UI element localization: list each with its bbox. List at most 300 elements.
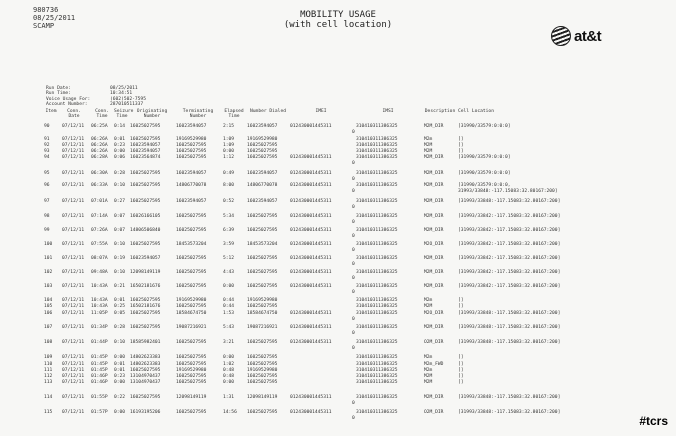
- cell-cell: [31993/33842:-117.15083:32.80167:200]: [458, 270, 561, 275]
- cell-desc: M2M: [424, 380, 433, 385]
- cell-conn-date: 07/12/11: [62, 256, 85, 261]
- cell-term: 16025027595: [176, 149, 207, 154]
- cell-cell: []: [458, 368, 464, 373]
- column-header-elapsed: Elapsed Time: [224, 109, 244, 120]
- cell-conn-date: 07/12/11: [62, 380, 85, 385]
- cell-imei: 012430001445311: [290, 270, 332, 275]
- cell-desc: M2m: [424, 298, 433, 303]
- cell-imsi: 310410311386325: [356, 410, 398, 415]
- logo-text: at&t: [574, 27, 602, 45]
- cell-orig: 16025027595: [130, 325, 161, 330]
- cell-term: 16023594057: [176, 199, 207, 204]
- cell-seizure: 0:01: [114, 137, 126, 142]
- account-number: Account Number: 287010511337: [46, 102, 144, 108]
- cell-orig: 18585982401: [130, 340, 161, 345]
- cell-elapsed: 14:56: [223, 410, 237, 415]
- cell-desc: M2M_DIR: [424, 171, 444, 176]
- cell-seizure: 0:07: [114, 214, 126, 219]
- cell-imsi: 310410311386325: [356, 256, 398, 261]
- cell-orig: 16023594057: [130, 256, 161, 261]
- cell-imsi: 310410311386325: [356, 298, 398, 303]
- cell-dialed: 16023594057: [247, 171, 278, 176]
- cell-term: 14806770078: [176, 183, 207, 188]
- column-header-imei: IMEI: [315, 109, 327, 114]
- cell-cell: [31993/33842:-117.15083:32.80167:200]: [458, 284, 561, 289]
- cell-location-cont: 31993/33848:-117.15083:32.80167:200]: [458, 188, 558, 194]
- cell-conn-date: 07/12/11: [62, 368, 85, 373]
- cell-imei-suffix: 0: [352, 330, 355, 336]
- cell-seizure: 0:23: [114, 374, 126, 379]
- cell-cell: []: [458, 362, 464, 367]
- cell-imei: 012430001445311: [290, 340, 332, 345]
- cell-orig: 14806506840: [130, 228, 161, 233]
- cell-desc: M2M: [424, 374, 433, 379]
- cell-orig: 12098149119: [130, 270, 161, 275]
- cell-orig: 13104970437: [130, 380, 161, 385]
- cell-conn-date: 07/12/11: [62, 311, 85, 316]
- cell-elapsed: 0:48: [223, 374, 235, 379]
- cell-imsi: 310410311386325: [356, 311, 398, 316]
- cell-item: 111: [44, 368, 53, 373]
- cell-term: 16025027595: [176, 256, 207, 261]
- cell-dialed: 16025027595: [247, 155, 278, 160]
- cell-imei: 012430001445311: [290, 325, 332, 330]
- cell-conn-date: 07/12/11: [62, 124, 85, 129]
- cell-item: 115: [44, 410, 53, 415]
- cell-orig: 16023594057: [130, 143, 161, 148]
- cell-orig: 16023594057: [130, 149, 161, 154]
- cell-imei: 012430001445311: [290, 214, 332, 219]
- cell-elapsed: 1:31: [223, 395, 235, 400]
- cell-dialed: 16025027595: [247, 149, 278, 154]
- cell-desc: M2M_DIR: [424, 284, 444, 289]
- cell-imei-suffix: 0: [352, 204, 355, 210]
- cell-term: 16025027595: [176, 362, 207, 367]
- cell-conn-date: 07/12/11: [62, 199, 85, 204]
- cell-term: 16025027595: [176, 155, 207, 160]
- cell-conn-date: 07/12/11: [62, 355, 85, 360]
- cell-desc: M2M_DIR: [424, 214, 444, 219]
- header-date: 08/25/2011: [33, 14, 76, 22]
- cell-imei: 012430001445311: [290, 256, 332, 261]
- cell-item: 103: [44, 284, 53, 289]
- cell-item: 92: [44, 143, 50, 148]
- cell-item: 113: [44, 380, 53, 385]
- cell-elapsed: 0:49: [223, 171, 235, 176]
- cell-seizure: 0:00: [114, 355, 126, 360]
- cell-conn-time: 06:26A: [91, 149, 108, 154]
- cell-dialed: 16025027595: [247, 340, 278, 345]
- cell-term: 16025027595: [176, 143, 207, 148]
- cell-conn-time: 01:57P: [91, 410, 108, 415]
- cell-imsi: 310410311386325: [356, 362, 398, 367]
- cell-seizure: 0:21: [114, 284, 126, 289]
- cell-imsi: 310410311386325: [356, 228, 398, 233]
- column-header-orig: Originating Number: [136, 109, 168, 120]
- cell-item: 105: [44, 304, 53, 309]
- cell-conn-time: 06:28A: [91, 155, 108, 160]
- cell-desc: M2M_DIR: [424, 199, 444, 204]
- cell-seizure: 0:28: [114, 171, 126, 176]
- cell-desc: M2M_DIR: [424, 256, 444, 261]
- cell-dialed: 18453573204: [247, 242, 278, 247]
- cell-elapsed: 0:00: [223, 355, 235, 360]
- cell-desc: M2m: [424, 137, 433, 142]
- cell-desc: M2M_DIR: [424, 395, 444, 400]
- cell-imei: 012430001445311: [290, 171, 332, 176]
- globe-icon: [551, 26, 571, 46]
- cell-imsi: 310410311386325: [356, 325, 398, 330]
- cell-imei: 012430001445311: [290, 395, 332, 400]
- cell-desc: O2M_DIR: [424, 340, 444, 345]
- header-name: SCAMP: [33, 22, 55, 30]
- cell-imsi: 310410311386325: [356, 355, 398, 360]
- cell-desc: M2M_DIR: [424, 228, 444, 233]
- cell-dialed: 16025027595: [247, 214, 278, 219]
- cell-conn-date: 07/12/11: [62, 228, 85, 233]
- cell-seizure: 0:22: [114, 395, 126, 400]
- cell-desc: M2O_DIR: [424, 242, 444, 247]
- cell-imei: 012430001445311: [290, 183, 332, 188]
- cell-conn-date: 07/12/11: [62, 362, 85, 367]
- cell-desc: M2m: [424, 368, 433, 373]
- cell-elapsed: 0:00: [223, 380, 235, 385]
- cell-item: 102: [44, 270, 53, 275]
- cell-conn-date: 07/12/11: [62, 304, 85, 309]
- cell-item: 90: [44, 124, 50, 129]
- cell-conn-time: 07:55A: [91, 242, 108, 247]
- cell-imsi: 310410311386325: [356, 124, 398, 129]
- cell-conn-date: 07/12/11: [62, 155, 85, 160]
- run-date: Run Date: 08/25/2011: [46, 86, 138, 91]
- cell-item: 106: [44, 311, 53, 316]
- cell-conn-time: 01:34P: [91, 325, 108, 330]
- cell-imsi: 310410311386325: [356, 149, 398, 154]
- cell-cell: [31993/33848:-117.15083:32.80167:200]: [458, 395, 561, 400]
- cell-term: 19169529980: [176, 368, 207, 373]
- cell-imei: 012430001445311: [290, 284, 332, 289]
- cell-dialed: 16025027595: [247, 256, 278, 261]
- cell-desc: M2M_DIR: [424, 183, 444, 188]
- cell-conn-time: 11:05P: [91, 311, 108, 316]
- cell-cell: [31990/33579:0:0:0]: [458, 155, 511, 160]
- cell-conn-time: 06:25A: [91, 124, 108, 129]
- cell-imsi: 310410311386325: [356, 380, 398, 385]
- cell-conn-time: 01:55P: [91, 395, 108, 400]
- cell-conn-date: 07/12/11: [62, 325, 85, 330]
- cell-dialed: 16025027595: [247, 143, 278, 148]
- cell-imsi: 310410311386325: [356, 143, 398, 148]
- cell-conn-time: 01:44P: [91, 340, 108, 345]
- cell-cell: []: [458, 374, 464, 379]
- cell-item: 104: [44, 298, 53, 303]
- cell-dialed: 14806770078: [247, 183, 278, 188]
- cell-elapsed: 4:43: [223, 270, 235, 275]
- cell-orig: 16025027595: [130, 311, 161, 316]
- title-line-1: MOBILITY USAGE: [300, 10, 376, 20]
- cell-imei-suffix: 0: [352, 247, 355, 253]
- cell-cell: [31990/33579:0:0:0]: [458, 171, 511, 176]
- cell-term: 19169529980: [176, 137, 207, 142]
- cell-imei: 012430001445311: [290, 311, 332, 316]
- cell-elapsed: 0:52: [223, 199, 235, 204]
- cell-imei: 012430001445311: [290, 228, 332, 233]
- cell-seizure: 0:01: [114, 298, 126, 303]
- cell-orig: 16025027595: [130, 124, 161, 129]
- cell-seizure: 0:05: [114, 311, 126, 316]
- cell-imsi: 310410311386325: [356, 183, 398, 188]
- cell-imei-suffix: 0: [352, 289, 355, 295]
- cell-term: 16025027595: [176, 355, 207, 360]
- cell-item: 107: [44, 325, 53, 330]
- cell-imei-suffix: 0: [352, 160, 355, 166]
- column-header-dialed: Number Dialed: [250, 109, 286, 114]
- cell-imsi: 310410311386325: [356, 242, 398, 247]
- column-header-cell: Cell Location: [458, 109, 494, 114]
- cell-imei-suffix: 0: [352, 219, 355, 225]
- cell-elapsed: 0:00: [223, 284, 235, 289]
- cell-conn-date: 07/12/11: [62, 242, 85, 247]
- cell-elapsed: 0:44: [223, 298, 235, 303]
- cell-seizure: 0:28: [114, 325, 126, 330]
- cell-cell: [31993/33848:-117.15083:32.80167:200]: [458, 340, 561, 345]
- cell-conn-time: 01:46P: [91, 374, 108, 379]
- cell-cell: [31990/33579:0:0:0,: [458, 183, 511, 188]
- cell-item: 112: [44, 374, 53, 379]
- cell-seizure: 0:25: [114, 304, 126, 309]
- cell-conn-time: 06:26A: [91, 137, 108, 142]
- cell-dialed: 19169529980: [247, 368, 278, 373]
- cell-term: 16025027595: [176, 214, 207, 219]
- cell-desc: M2m_FWD: [424, 362, 444, 367]
- cell-item: 114: [44, 395, 53, 400]
- cell-imei-suffix: 0: [352, 233, 355, 239]
- cell-item: 95: [44, 171, 50, 176]
- cell-imsi: 310410311386325: [356, 395, 398, 400]
- cell-conn-time: 10:43A: [91, 304, 108, 309]
- cell-dialed: 16025027595: [247, 284, 278, 289]
- cell-item: 110: [44, 362, 53, 367]
- cell-conn-date: 07/12/11: [62, 395, 85, 400]
- cell-conn-time: 01:46P: [91, 380, 108, 385]
- cell-conn-date: 07/12/11: [62, 149, 85, 154]
- cell-orig: 16026166105: [130, 214, 161, 219]
- cell-imsi: 310410311386325: [356, 340, 398, 345]
- cell-item: 101: [44, 256, 53, 261]
- cell-orig: 16025027595: [130, 199, 161, 204]
- cell-cell: []: [458, 137, 464, 142]
- cell-elapsed: 0:44: [223, 304, 235, 309]
- cell-elapsed: 3:59: [223, 242, 235, 247]
- cell-imei: 012430001445311: [290, 199, 332, 204]
- cell-conn-date: 07/12/11: [62, 171, 85, 176]
- cell-dialed: 12098149119: [247, 395, 278, 400]
- cell-conn-date: 07/12/11: [62, 374, 85, 379]
- cell-term: 19169529980: [176, 298, 207, 303]
- column-header-seizure: Seizure Time: [114, 109, 134, 120]
- cell-item: 97: [44, 199, 50, 204]
- cell-dialed: 16025027595: [247, 362, 278, 367]
- cell-elapsed: 3:21: [223, 340, 235, 345]
- cell-imei-suffix: 0: [352, 176, 355, 182]
- cell-desc: M2M: [424, 149, 433, 154]
- cell-term: 18584674750: [176, 311, 207, 316]
- cell-orig: 16025027595: [130, 242, 161, 247]
- cell-elapsed: 1:09: [223, 143, 235, 148]
- cell-orig: 14802623383: [130, 355, 161, 360]
- cell-term: 16025027595: [176, 410, 207, 415]
- cell-imei-suffix: 0: [352, 275, 355, 281]
- cell-seizure: 0:07: [114, 228, 126, 233]
- cell-orig: 16502181676: [130, 304, 161, 309]
- watermark-tag: #tcrs: [639, 414, 668, 428]
- column-header-term: Terminating Number: [182, 109, 214, 120]
- cell-conn-time: 01:45P: [91, 362, 108, 367]
- cell-item: 93: [44, 149, 50, 154]
- cell-cell: []: [458, 298, 464, 303]
- cell-dialed: 16025027595: [247, 228, 278, 233]
- column-header-imsi: IMSI: [382, 109, 394, 114]
- cell-elapsed: 1:09: [223, 137, 235, 142]
- cell-elapsed: 8:00: [223, 183, 235, 188]
- cell-imsi: 310410311386325: [356, 374, 398, 379]
- column-header-conn-time: Conn. Time: [95, 109, 109, 120]
- cell-elapsed: 6:39: [223, 228, 235, 233]
- cell-conn-time: 06:26A: [91, 143, 108, 148]
- cell-conn-time: 10:43A: [91, 284, 108, 289]
- cell-orig: 16023564874: [130, 155, 161, 160]
- cell-cell: [31990/33579:0:0:0]: [458, 124, 511, 129]
- cell-term: 16025027595: [176, 380, 207, 385]
- cell-elapsed: 2:15: [223, 124, 235, 129]
- cell-seizure: 0:00: [114, 410, 126, 415]
- cell-orig: 16025027595: [130, 171, 161, 176]
- cell-conn-date: 07/12/11: [62, 214, 85, 219]
- cell-term: 16025027595: [176, 228, 207, 233]
- cell-seizure: 0:01: [114, 368, 126, 373]
- cell-conn-time: 10:43A: [91, 298, 108, 303]
- cell-imsi: 310410311386325: [356, 137, 398, 142]
- cell-conn-date: 07/12/11: [62, 410, 85, 415]
- cell-conn-date: 07/12/11: [62, 298, 85, 303]
- cell-cell: [31993/33842:-117.15083:32.80167:200]: [458, 228, 561, 233]
- cell-desc: M2O_DIR: [424, 311, 444, 316]
- cell-conn-time: 07:14A: [91, 214, 108, 219]
- cell-orig: 14802623383: [130, 362, 161, 367]
- cell-orig: 16025027595: [130, 137, 161, 142]
- att-logo: [551, 26, 601, 46]
- cell-seizure: 0:00: [114, 149, 126, 154]
- cell-conn-time: 06:33A: [91, 183, 108, 188]
- cell-elapsed: 5:43: [223, 325, 235, 330]
- cell-dialed: 16025027595: [247, 355, 278, 360]
- cell-term: 16023594057: [176, 124, 207, 129]
- cell-cell: []: [458, 355, 464, 360]
- cell-seizure: 0:06: [114, 155, 126, 160]
- cell-orig: 16025027595: [130, 395, 161, 400]
- cell-imei-suffix: 0: [352, 345, 355, 351]
- cell-cell: [31993/33842:-117.15083:32.80167:200]: [458, 242, 561, 247]
- cell-seizure: 0:10: [114, 270, 126, 275]
- cell-elapsed: 5:34: [223, 214, 235, 219]
- cell-conn-time: 01:45P: [91, 355, 108, 360]
- cell-cell: []: [458, 143, 464, 148]
- column-header-conn-date: Conn. Date: [67, 109, 81, 120]
- cell-elapsed: 1:53: [223, 311, 235, 316]
- cell-imsi: 310410311386325: [356, 284, 398, 289]
- cell-term: 12098149119: [176, 395, 207, 400]
- cell-item: 91: [44, 137, 50, 142]
- cell-dialed: 16023594057: [247, 124, 278, 129]
- cell-dialed: 16025027595: [247, 270, 278, 275]
- cell-dialed: 19169529980: [247, 298, 278, 303]
- cell-cell: []: [458, 149, 464, 154]
- cell-item: 94: [44, 155, 50, 160]
- cell-imsi: 310410311386325: [356, 214, 398, 219]
- cell-seizure: 0:00: [114, 380, 126, 385]
- cell-dialed: 16025027595: [247, 304, 278, 309]
- column-header-desc: Description: [424, 109, 456, 114]
- cell-conn-date: 07/12/11: [62, 137, 85, 142]
- cell-dialed: 18584674750: [247, 311, 278, 316]
- column-header-item: Item: [45, 109, 57, 114]
- cell-dialed: 16025027595: [247, 410, 278, 415]
- doc-code: 980736: [33, 6, 59, 14]
- cell-elapsed: 1:12: [223, 155, 235, 160]
- cell-seizure: 0:19: [114, 256, 126, 261]
- cell-desc: M2M: [424, 304, 433, 309]
- cell-seizure: 0:14: [114, 124, 126, 129]
- cell-orig: 16025027595: [130, 368, 161, 373]
- cell-item: 108: [44, 340, 53, 345]
- cell-imsi: 310410311386325: [356, 171, 398, 176]
- voice-usage-for: Voice Usage For: (602)502-7595: [46, 96, 146, 102]
- cell-cell: []: [458, 304, 464, 309]
- cell-dialed: 19087216921: [247, 325, 278, 330]
- cell-dialed: 16025027595: [247, 374, 278, 379]
- cell-orig: 16025027595: [130, 183, 161, 188]
- cell-term: 16025027595: [176, 340, 207, 345]
- cell-dialed: 16025027595: [247, 380, 278, 385]
- cell-seizure: 0:27: [114, 199, 126, 204]
- cell-item: 109: [44, 355, 53, 360]
- cell-conn-time: 01:45P: [91, 368, 108, 373]
- cell-conn-time: 06:30A: [91, 171, 108, 176]
- cell-orig: 13104970437: [130, 374, 161, 379]
- run-time: Run Time: 10:34:51: [46, 91, 133, 97]
- cell-imei: 012430001445311: [290, 124, 332, 129]
- cell-cell: [31993/33842:-117.15083:32.80167:200]: [458, 214, 561, 219]
- cell-term: 18453573204: [176, 242, 207, 247]
- title-line-2: (with cell location): [283, 20, 393, 30]
- cell-orig: 16025027595: [130, 298, 161, 303]
- cell-seizure: 0:10: [114, 340, 126, 345]
- cell-imei-suffix: 0: [352, 129, 355, 135]
- cell-imsi: 310410311386325: [356, 304, 398, 309]
- cell-imsi: 310410311386325: [356, 155, 398, 160]
- cell-cell: [31993/33848:-117.15083:32.80167:200]: [458, 410, 561, 415]
- run-info: [46, 86, 146, 108]
- cell-imei: 012430001445311: [290, 155, 332, 160]
- cell-seizure: 0:10: [114, 183, 126, 188]
- cell-term: 16023594057: [176, 171, 207, 176]
- cell-orig: 16193195206: [130, 410, 161, 415]
- cell-term: 19087216921: [176, 325, 207, 330]
- cell-desc: M2M_DIR: [424, 325, 444, 330]
- cell-conn-date: 07/12/11: [62, 340, 85, 345]
- cell-dialed: 16023594057: [247, 199, 278, 204]
- cell-elapsed: 1:02: [223, 362, 235, 367]
